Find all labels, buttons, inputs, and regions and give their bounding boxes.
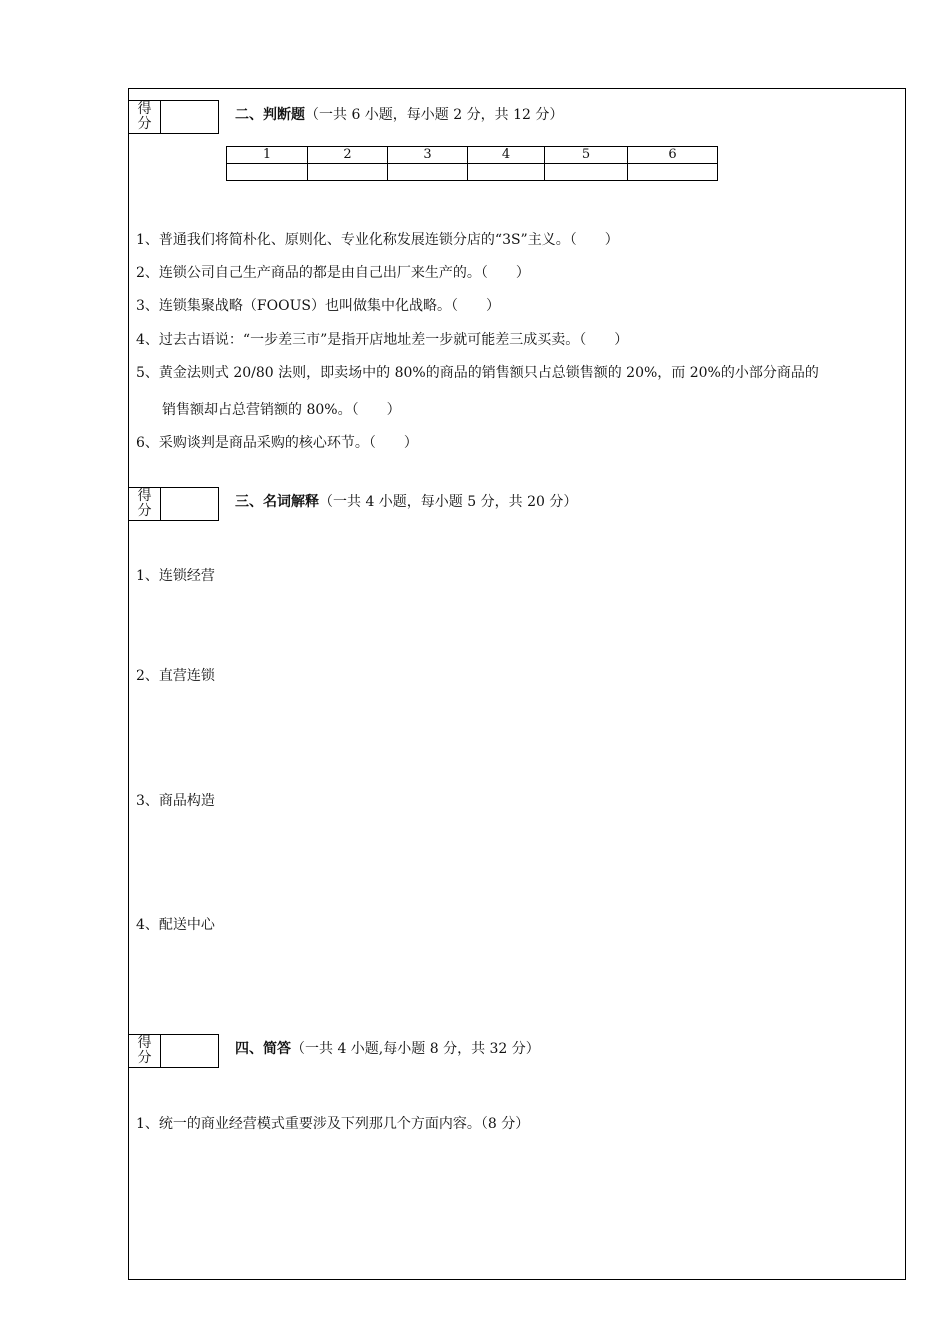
answer-cell[interactable] [628,164,718,181]
answer-row [227,164,718,181]
section-heading: 四、简答（一共 4 小题,每小题 8 分，共 32 分） [235,1041,540,1057]
question-text: 销售额却占总营销额的 80%。（ ） [162,402,401,418]
answer-header: 5 [545,147,628,164]
score-box [128,487,219,521]
score-box [128,1034,219,1068]
question-text: 1、连锁经营 [136,568,215,584]
answer-cell[interactable] [308,164,388,181]
score-box [128,100,219,134]
question-text: 6、采购谈判是商品采购的核心环节。（ ） [136,435,418,451]
score-blank[interactable] [161,1035,218,1067]
answer-header: 6 [628,147,718,164]
question-text: 5、黄金法则式 20/80 法则，即卖场中的 80%的商品的销售额只占总锁售额的 20%，而 20%的小部分商品的 [136,365,819,381]
section-heading: 二、判断题（一共 6 小题，每小题 2 分，共 12 分） [235,107,564,123]
question-text: 4、过去古语说：“一步差三市”是指开店地址差一步就可能差三成买卖。（ ） [136,332,629,348]
answer-cell[interactable] [388,164,468,181]
answer-cell[interactable] [227,164,308,181]
section-heading: 三、名词解释（一共 4 小题，每小题 5 分，共 20 分） [235,494,578,510]
answer-cell[interactable] [545,164,628,181]
score-label: 得 分 [129,101,161,133]
question-text: 3、连锁集聚战略（FOOUS）也叫做集中化战略。（ ） [136,298,500,314]
answer-header: 3 [388,147,468,164]
score-blank[interactable] [161,488,218,520]
answer-table [226,146,718,181]
question-text: 1、普通我们将简朴化、原则化、专业化称发展连锁分店的“3S”主义。（ ） [136,232,619,248]
answer-header-row [227,147,718,164]
question-text: 2、连锁公司自己生产商品的都是由自己出厂来生产的。（ ） [136,265,530,281]
question-text: 3、商品构造 [136,793,215,809]
answer-cell[interactable] [468,164,545,181]
answer-header: 2 [308,147,388,164]
score-blank[interactable] [161,101,218,133]
score-label: 得 分 [129,1035,161,1067]
question-text: 2、直营连锁 [136,668,215,684]
question-text: 4、配送中心 [136,917,215,933]
answer-header: 4 [468,147,545,164]
score-label: 得 分 [129,488,161,520]
question-text: 1、统一的商业经营模式重要涉及下列那几个方面内容。（8 分） [136,1116,530,1132]
answer-header: 1 [227,147,308,164]
